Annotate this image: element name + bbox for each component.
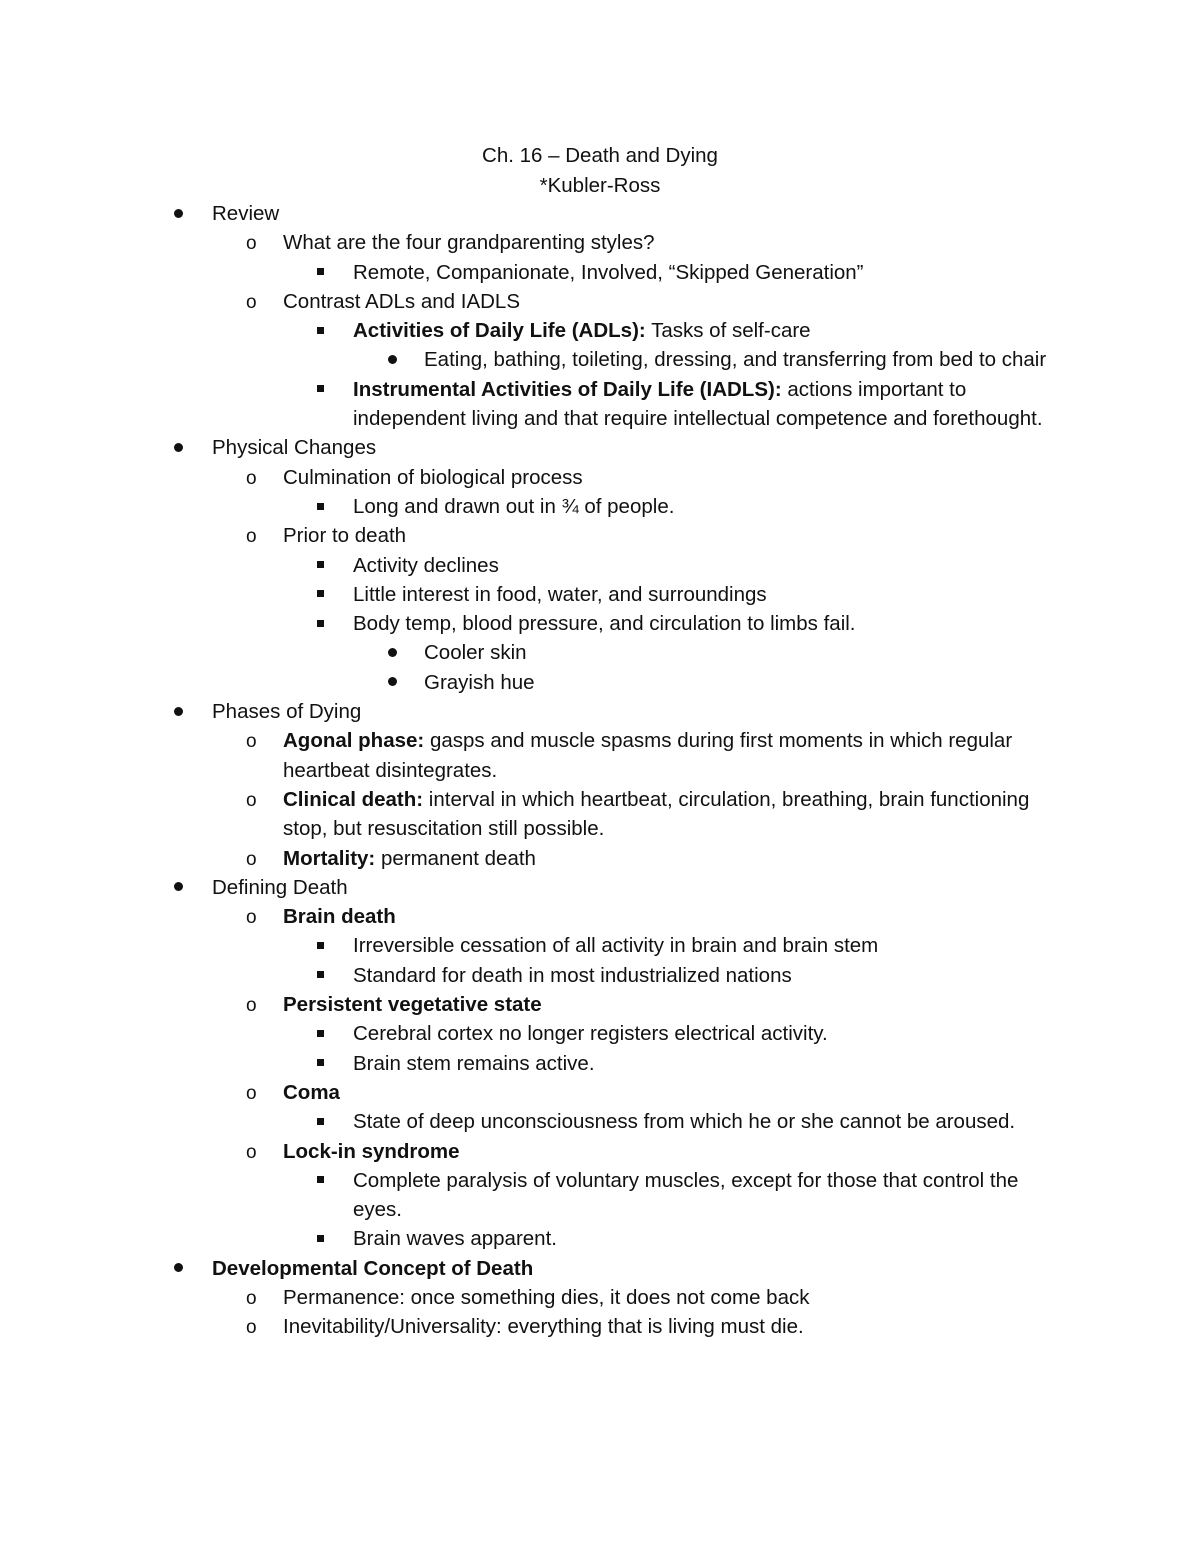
- outline-item-level-3: [0, 580, 1053, 609]
- bold-term: Activities of Daily Life (ADLs):: [353, 319, 646, 343]
- outline-item-level-1: [0, 433, 1052, 462]
- item-text: Irreversible cessation of all activity in brain and brain stem: [353, 934, 879, 958]
- title-block: [0, 141, 1200, 201]
- item-text: Remote, Companionate, Involved, “Skipped Generation”: [353, 260, 864, 284]
- bullet-square-icon: [317, 580, 324, 609]
- item-text: Permanence: once something dies, it does not come back: [283, 1285, 810, 1309]
- outline-item-level-2: [0, 287, 1053, 316]
- bullet-circle-icon: o: [246, 848, 257, 870]
- outline-item-level-2: [0, 902, 1053, 931]
- bullet-square-icon: [317, 931, 324, 960]
- bullet-dot-icon: [174, 199, 183, 228]
- bullet-square-icon: [317, 258, 324, 287]
- item-text: Brain waves apparent.: [353, 1227, 557, 1251]
- bullet-square-icon: [317, 375, 324, 404]
- bold-term: Lock-in syndrome: [283, 1139, 460, 1163]
- bullet-square-icon: [317, 1107, 324, 1136]
- item-text: What are the four grandparenting styles?: [283, 231, 655, 255]
- item-text: Review: [212, 202, 280, 225]
- bold-term: Developmental Concept of Death: [212, 1256, 534, 1280]
- outline-item-level-3: [0, 1107, 1053, 1136]
- item-text: Brain stem remains active.: [353, 1051, 595, 1075]
- outline-item-level-2: [0, 1312, 1053, 1341]
- bullet-circle-icon: o: [246, 789, 257, 811]
- bullet-square-icon: [317, 1166, 324, 1195]
- bullet-circle-icon: o: [246, 233, 257, 255]
- bullet-square-icon: [317, 551, 324, 580]
- item-text: Standard for death in most industrialized nations: [353, 963, 792, 987]
- bullet-circle-icon: o: [246, 1317, 257, 1339]
- outline-item-level-3: [0, 492, 1053, 521]
- outline-item-level-3: [0, 316, 1053, 345]
- bullet-dot-icon: [388, 668, 397, 697]
- bold-term: Clinical death:: [283, 787, 424, 811]
- outline-item-level-2: [0, 1137, 1053, 1166]
- bullet-circle-icon: o: [246, 995, 257, 1017]
- bullet-square-icon: [317, 316, 324, 345]
- item-text: gasps and muscle spasms during first moments in which regular heartbeat disintegrates.: [283, 729, 1013, 782]
- bold-term: Agonal phase:: [283, 729, 425, 753]
- bullet-square-icon: [317, 492, 324, 521]
- outline-item-level-2: [0, 844, 1053, 873]
- bullet-square-icon: [317, 961, 324, 990]
- outline-item-level-3: [0, 961, 1053, 990]
- item-text: Cooler skin: [424, 641, 527, 665]
- outline-item-level-2: [0, 990, 1053, 1019]
- bullet-circle-icon: o: [246, 907, 257, 929]
- bullet-square-icon: [317, 1049, 324, 1078]
- bullet-square-icon: [317, 1019, 324, 1048]
- bullet-circle-icon: o: [246, 526, 257, 548]
- bullet-circle-icon: o: [246, 731, 257, 753]
- outline-item-level-1: [0, 873, 1052, 902]
- outline-item-level-3: [0, 551, 1053, 580]
- bullet-dot-icon: [388, 345, 397, 374]
- bold-term: Mortality:: [283, 846, 376, 870]
- outline-item-level-2: [0, 1078, 1053, 1107]
- item-text: Physical Changes: [212, 436, 377, 460]
- outline-item-level-2: [0, 1283, 1053, 1312]
- item-text: Complete paralysis of voluntary muscles, except for those that control the eyes.: [353, 1168, 1019, 1222]
- bullet-circle-icon: o: [246, 467, 257, 489]
- item-text: permanent death: [375, 846, 536, 870]
- outline-item-level-4: [0, 638, 1054, 667]
- bullet-square-icon: [317, 609, 324, 638]
- bold-term: Coma: [283, 1080, 340, 1104]
- item-text: actions important to independent living and that require intellectual competence and forethought.: [353, 377, 1043, 431]
- bullet-circle-icon: o: [246, 291, 257, 313]
- outline-item-level-3: [0, 931, 1053, 960]
- item-text: Grayish hue: [424, 670, 535, 694]
- item-text: Eating, bathing, toileting, dressing, and transferring from bed to chair: [424, 348, 1047, 372]
- outline-item-level-3: [0, 609, 1053, 638]
- outline-item-level-4: [0, 345, 1054, 374]
- item-text: Activity declines: [353, 553, 499, 577]
- outline-item-level-3: [0, 1224, 1053, 1253]
- outline-item-level-1: [0, 199, 1052, 228]
- item-text: Tasks of self-care: [645, 319, 811, 343]
- outline-item-level-1: [0, 697, 1052, 726]
- item-text: Prior to death: [283, 524, 407, 548]
- bold-term: Instrumental Activities of Daily Life (IADLS):: [353, 377, 782, 401]
- bullet-square-icon: [317, 1224, 324, 1253]
- outline-item-level-3: [0, 375, 1053, 434]
- outline-item-level-2: [0, 726, 1053, 785]
- bullet-dot-icon: [388, 638, 397, 667]
- outline-item-level-2: [0, 228, 1053, 257]
- outline-item-level-3: [0, 258, 1053, 287]
- outline-item-level-4: [0, 668, 1054, 697]
- outline-item-level-2: [0, 463, 1053, 492]
- outline-item-level-2: [0, 785, 1053, 844]
- bullet-circle-icon: o: [246, 1287, 257, 1309]
- item-text: Long and drawn out in ¾ of people.: [353, 494, 675, 518]
- bold-term: Brain death: [283, 905, 396, 929]
- page-title: Ch. 16 – Death and Dying: [482, 144, 718, 167]
- outline-item-level-3: [0, 1019, 1053, 1048]
- item-text: Phases of Dying: [212, 700, 362, 724]
- item-text: Cerebral cortex no longer registers electrical activity.: [353, 1022, 828, 1046]
- outline-item-level-2: [0, 521, 1053, 550]
- bullet-dot-icon: [174, 873, 183, 902]
- item-text: Contrast ADLs and IADLS: [283, 289, 521, 313]
- bold-term: Persistent vegetative state: [283, 993, 542, 1017]
- notes-outline: [0, 199, 1200, 1342]
- item-text: Little interest in food, water, and surroundings: [353, 582, 767, 606]
- item-text: Defining Death: [212, 875, 348, 899]
- item-text: interval in which heartbeat, circulation, breathing, brain functioning stop, but resuscitation still possible.: [283, 787, 1030, 841]
- item-text: Inevitability/Universality: everything that is living must die.: [283, 1315, 804, 1339]
- item-text: State of deep unconsciousness from which he or she cannot be aroused.: [353, 1110, 1016, 1134]
- outline-item-level-3: [0, 1166, 1053, 1225]
- bullet-dot-icon: [174, 697, 183, 726]
- bullet-dot-icon: [174, 1254, 183, 1283]
- item-text: Culmination of biological process: [283, 465, 583, 489]
- bullet-circle-icon: o: [246, 1082, 257, 1104]
- bullet-dot-icon: [174, 433, 183, 462]
- bullet-circle-icon: o: [246, 1141, 257, 1163]
- outline-item-level-3: [0, 1049, 1053, 1078]
- page-subtitle: *Kubler-Ross: [539, 174, 661, 197]
- outline-item-level-1: [0, 1254, 1052, 1283]
- item-text: Body temp, blood pressure, and circulation to limbs fail.: [353, 612, 856, 636]
